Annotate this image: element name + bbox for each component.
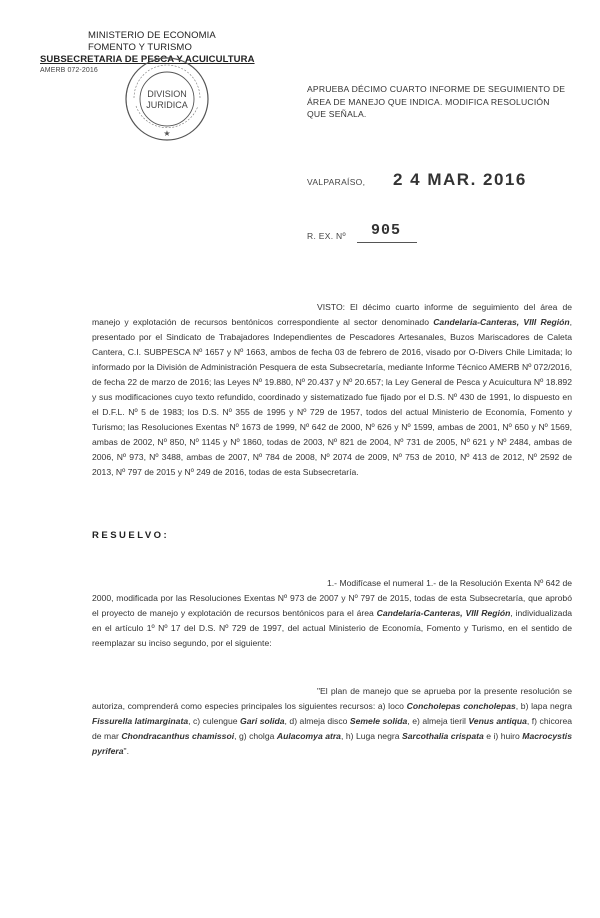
quote-text: e i) huiro: [483, 731, 523, 741]
species-name: Macrocystis pyrifera: [92, 731, 572, 756]
quote-text: , e) almeja tieril: [407, 716, 469, 726]
resuelvo-heading: RESUELVO:: [92, 530, 170, 541]
species-name: Gari solida: [240, 716, 285, 726]
stamp-text-line1: DIVISION: [147, 89, 187, 99]
quote-text: ".: [123, 746, 129, 756]
official-seal-stamp: [122, 54, 212, 144]
svg-text:★: ★: [163, 129, 171, 138]
resolution-number: [307, 222, 507, 244]
visto-text: VISTO: El décimo cuarto informe de seguimiento del área de manejo y explotación de recursos bentónicos correspondiente al sector denominado: [92, 302, 572, 327]
stamp-text-line2: JURIDICA: [146, 100, 188, 110]
date-stamp: 2 4 MAR. 2016: [393, 170, 527, 189]
visto-text: , presentado por el Sindicato de Trabajadores Independientes de Pescadores Artesanales, Buzos Mariscadores de Caleta Cantera, C.I. SUBPESCA Nº 1657 y Nº 1663, ambos de fecha 03 de febrero de 2016, visado por O-Divers Chile Limitada; lo informado por la División de Administración Pesquera de esta Subsecretaría, mediante Informe Técnico AMERB Nº 072/2016, de fecha 22 de marzo de 2016; las Leyes Nº 19.880, Nº 20.437 y Nº 20.657; la Ley General de Pesca y Acuicultura Nº 18.892 y sus modificaciones cuyo texto refundido, coordinado y sistematizado fue fijado por el D.S. Nº 430 de 1991, lo dispuesto en el D.F.L. Nº 5 de 1983; los D.S. Nº 355 de 1995 y Nº 729 de 1957, todos del actual Ministerio de Economía, Fomento y Turismo; las Resoluciones Exentas Nº 1673 de 1999, Nº 642 de 2000, Nº 626 y Nº 1599, ambas de 2001, Nº 650 y Nº 1569, ambas de 2002, Nº 850, Nº 1145 y Nº 1860, todas de 2003, Nº 821 de 2004, Nº 731 de 2005, Nº 621 y Nº 2484, ambas de 2006, Nº 973, Nº 3488, ambas de 2007, Nº 784 de 2008, Nº 2074 de 2009, Nº 753 de 2010, Nº 413 de 2012, Nº 2592 de 2013, Nº 797 de 2015 y Nº 249 de 2016, todas de esta Subsecretaría.: [92, 317, 573, 477]
species-name: Semele solida: [349, 716, 408, 726]
species-name: Concholepas concholepas: [406, 701, 516, 711]
quote-text: , f) chicorea de mar: [92, 716, 573, 741]
place-label: VALPARAÍSO,: [307, 177, 366, 187]
quote-text: "El plan de manejo que se aprueba por la presente resolución se autoriza, comprenderá como especies principales los siguientes recursos: a) loco: [92, 686, 572, 711]
quote-text: , h) Luga negra: [340, 731, 402, 741]
article-text: 1.- Modifícase el numeral 1.- de la Resolución Exenta Nº 642 de 2000, modificada por las Resoluciones Exentas Nº 973 de 2007 y Nº 797 de 2015, todas de esta Subsecretaría, que aprobó el proyecto de manejo y explotación de recursos bentónicos para el área: [92, 578, 572, 618]
quote-text: , b) lapa negra: [515, 701, 572, 711]
ministry-name: MINISTERIO DE ECONOMIA: [88, 30, 216, 41]
file-reference: AMERB 072-2016: [40, 67, 98, 74]
ministry-subtitle: FOMENTO Y TURISMO: [88, 42, 192, 53]
resolution-summary: APRUEBA DÉCIMO CUARTO INFORME DE SEGUIMIENTO DE ÁREA DE MANEJO QUE INDICA. MODIFICA RESOLUCIÓN QUE SEÑALA.: [307, 84, 566, 119]
quote-text: , d) almeja disco: [284, 716, 350, 726]
quote-text: , g) cholga: [234, 731, 277, 741]
visto-paragraph: [92, 300, 572, 480]
undersecretariat-name: SUBSECRETARIA DE PESCA Y ACUICULTURA: [40, 54, 255, 65]
quoted-replacement-paragraph: [92, 684, 572, 759]
resolution-number-underline: [357, 242, 417, 243]
species-name: Aulacomya atra: [276, 731, 341, 741]
species-name: Sarcothalia crispata: [401, 731, 484, 741]
resolution-number-label: R. EX. Nº: [307, 231, 346, 241]
resolution-number-value: 905: [371, 222, 402, 239]
species-name: Chondracanthus chamissoi: [121, 731, 235, 741]
species-name: Venus antiqua: [468, 716, 527, 726]
area-name: Candelaria-Canteras, VIII Región: [433, 317, 570, 327]
area-name: Candelaria-Canteras, VIII Región: [376, 608, 511, 618]
species-name: Fissurella latimarginata: [92, 716, 189, 726]
quote-text: , c) culengue: [188, 716, 241, 726]
date-line: [307, 170, 587, 192]
article-text: , individualizada en el artículo 1º Nº 17 del D.S. Nº 729 de 1997, del actual Ministerio de Economía, Fomento y Turismo, en el sentido de reemplazar su inciso segundo, por el siguiente:: [92, 608, 572, 648]
article-1-paragraph: [92, 576, 572, 651]
